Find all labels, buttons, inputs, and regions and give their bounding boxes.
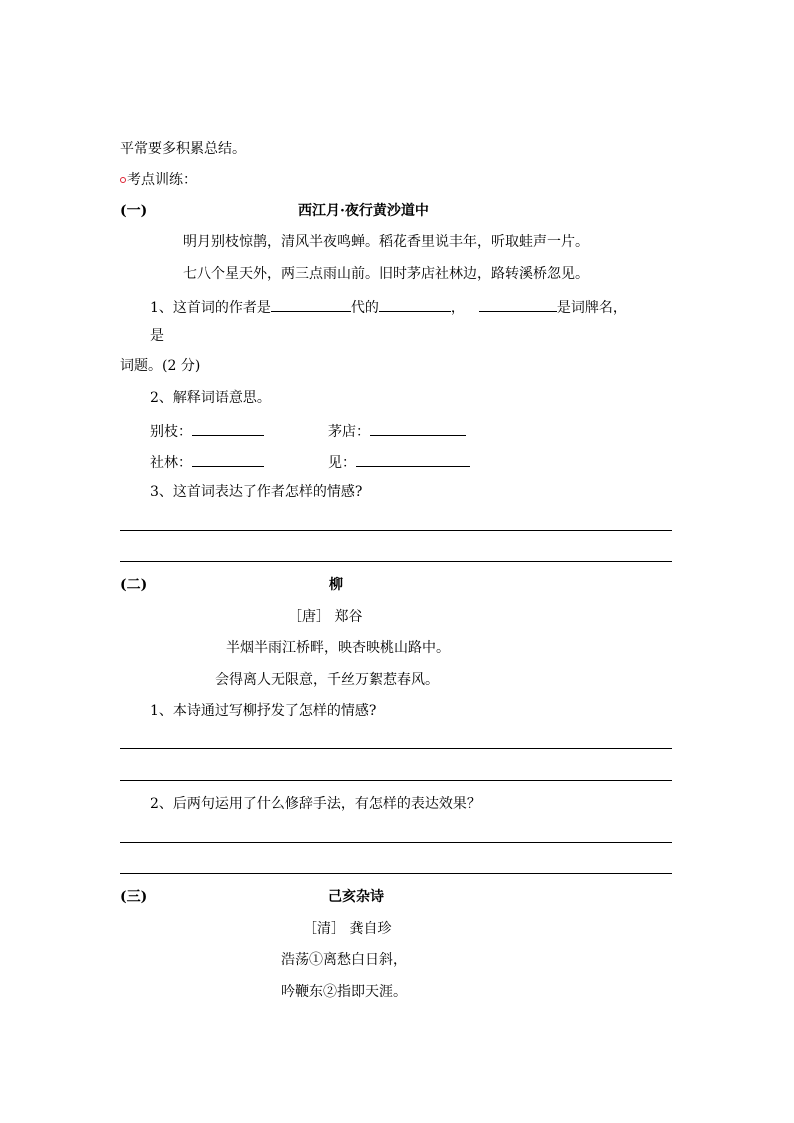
term-jian (328, 452, 470, 472)
question-2-1: 1、本诗通过写柳抒发了怎样的情感? (150, 703, 377, 719)
term-bie-zhi-label: 别枝： (150, 424, 192, 440)
question-2-2: 2、后两句运用了什么修辞手法，有怎样的表达效果？ (150, 796, 481, 812)
answer-blank-jian[interactable] (356, 452, 470, 467)
poem-3-author: ［清］ 龚自珍 (303, 921, 392, 937)
section-1-number: (一) (120, 203, 148, 219)
question-1-1-part-a: 1、这首词的作者是 (150, 300, 271, 316)
answer-blank-cipai[interactable] (479, 297, 557, 312)
section-2-title: 柳 (329, 577, 343, 593)
term-mao-dian (328, 421, 466, 441)
section-1-title: 西江月·夜行黄沙道中 (298, 203, 429, 219)
question-1-1-part-c: ， (450, 300, 465, 316)
answer-blank-author[interactable] (379, 297, 451, 312)
question-1-1-part-f: 词题。(2 分) (120, 358, 201, 374)
poem-2-line-1: 半烟半雨江桥畔，映杏映桃山路中。 (226, 640, 450, 656)
answer-blank-bie-zhi[interactable] (192, 421, 264, 436)
answer-blank-dynasty[interactable] (271, 297, 351, 312)
poem-2-line-2: 会得离人无限意，千丝万絮惹春风。 (215, 672, 439, 688)
bullet-icon (120, 177, 126, 183)
poem-3-line-2: 吟鞭东②指即天涯。 (281, 984, 407, 1000)
answer-line[interactable] (120, 561, 672, 562)
section-3-title: 己亥杂诗 (328, 889, 384, 905)
answer-blank-mao-dian[interactable] (370, 421, 466, 436)
question-1-1 (150, 297, 627, 317)
poem-1-line-2: 七八个星天外，两三点雨山前。旧时茅店社林边，路转溪桥忽见。 (183, 266, 589, 282)
term-bie-zhi (150, 421, 264, 441)
answer-line[interactable] (120, 748, 672, 749)
question-1-3: 3、这首词表达了作者怎样的情感? (150, 484, 363, 500)
practice-label: 考点训练： (127, 172, 197, 188)
answer-line[interactable] (120, 873, 672, 874)
poem-1-line-1: 明月别枝惊鹊，清风半夜鸣蝉。稻花香里说丰年，听取蛙声一片。 (183, 234, 589, 250)
question-1-1-part-d: 是词牌名， (556, 300, 627, 316)
answer-line[interactable] (120, 530, 672, 531)
section-2-number: (二) (120, 577, 148, 593)
practice-heading (120, 171, 197, 189)
section-3-number: (三) (120, 889, 148, 905)
answer-line[interactable] (120, 780, 672, 781)
answer-line[interactable] (120, 842, 672, 843)
term-mao-dian-label: 茅店： (328, 424, 370, 440)
term-jian-label: 见： (328, 455, 356, 471)
question-1-1-part-b: 代的 (350, 300, 379, 316)
poem-3-line-1: 浩荡①离愁白日斜， (281, 952, 407, 968)
intro-text: 平常要多积累总结。 (120, 141, 246, 157)
poem-2-author: ［唐］ 郑谷 (288, 609, 363, 625)
answer-blank-she-lin[interactable] (192, 452, 264, 467)
term-she-lin-label: 社林： (150, 455, 192, 471)
question-1-1-part-e: 是 (150, 328, 164, 344)
question-1-2: 2、解释词语意思。 (150, 390, 271, 406)
term-she-lin (150, 452, 264, 472)
